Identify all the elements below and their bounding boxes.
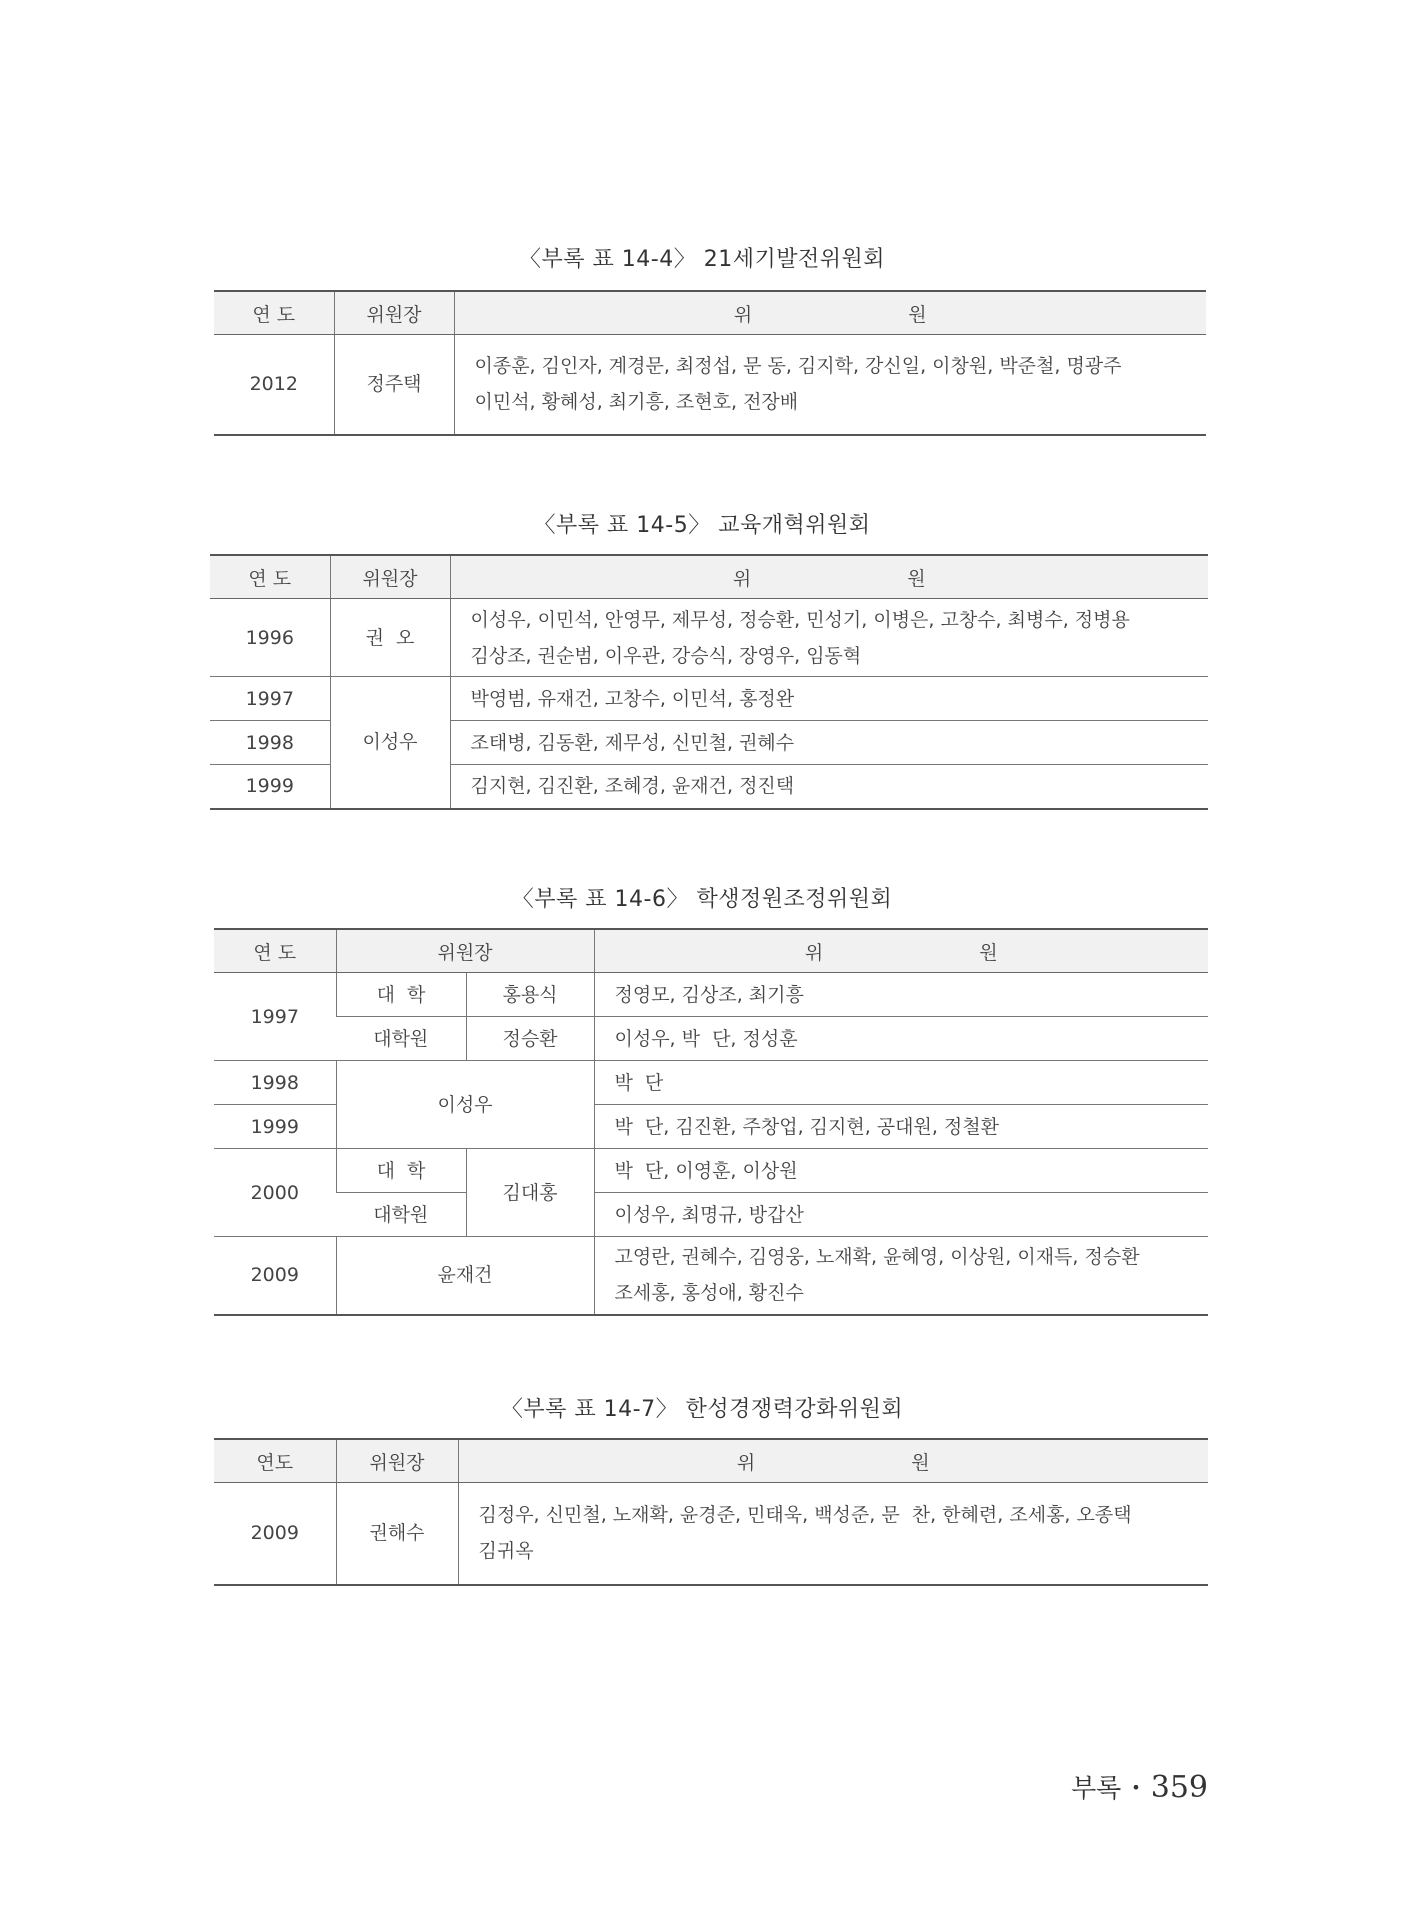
cell-chair: 정주택	[334, 335, 454, 435]
header-year: 연 도	[214, 929, 336, 973]
header-members: 위 원	[594, 929, 1208, 973]
table-caption: 〈부록 표 14-4〉 21세기발전위원회	[519, 247, 885, 272]
page-footer	[1071, 1768, 1208, 1805]
cell-year: 1997	[210, 677, 330, 721]
table-competitiveness-committee	[214, 1438, 1208, 1586]
members-line: 김정우, 신민철, 노재확, 윤경준, 민태욱, 백성준, 문 찬, 한혜련, 조세홍, 오종택	[478, 1504, 1132, 1527]
footer-bullet: •	[1131, 1778, 1141, 1797]
cell-year: 1998	[214, 1061, 336, 1105]
cell-members: 정영모, 김상조, 최기흥	[594, 973, 1208, 1017]
cell-year: 2009	[214, 1483, 336, 1585]
header-chair: 위원장	[330, 555, 450, 599]
cell-chair: 윤재건	[336, 1237, 594, 1315]
header-members: 위 원	[454, 291, 1206, 335]
cell-chair: 정승환	[466, 1017, 594, 1061]
cell-members: 박영범, 유재건, 고창수, 이민석, 홍정완	[450, 677, 1208, 721]
cell-members: 이성우, 박 단, 정성훈	[594, 1017, 1208, 1061]
header-year: 연 도	[210, 555, 330, 599]
cell-chair: 김대홍	[466, 1149, 594, 1237]
cell-chair: 이성우	[330, 677, 450, 809]
cell-members: 이성우, 최명규, 방갑산	[594, 1193, 1208, 1237]
cell-sub: 대 학	[336, 1149, 466, 1193]
cell-members	[594, 1237, 1208, 1315]
cell-members	[454, 335, 1206, 435]
cell-year: 2009	[214, 1237, 336, 1315]
cell-members	[450, 599, 1208, 677]
cell-year: 1998	[210, 721, 330, 765]
table-caption: 〈부록 표 14-6〉 학생정원조정위원회	[511, 887, 893, 912]
cell-members: 조태병, 김동환, 제무성, 신민철, 권혜수	[450, 721, 1208, 765]
table-education-reform-committee	[210, 554, 1208, 810]
cell-year: 1999	[210, 765, 330, 809]
header-year: 연도	[214, 1439, 336, 1483]
header-chair: 위원장	[336, 929, 594, 973]
cell-year: 1996	[210, 599, 330, 677]
header-members: 위 원	[450, 555, 1208, 599]
cell-chair: 홍용식	[466, 973, 594, 1017]
cell-sub: 대 학	[336, 973, 466, 1017]
members-line: 이종훈, 김인자, 계경문, 최정섭, 문 동, 김지학, 강신일, 이창원, 박준철, 명광주	[474, 355, 1122, 378]
cell-year: 1999	[214, 1105, 336, 1149]
cell-year: 1997	[214, 973, 336, 1061]
members-line: 조세홍, 홍성애, 황진수	[614, 1282, 804, 1305]
members-line: 고영란, 권혜수, 김영웅, 노재확, 윤혜영, 이상원, 이재득, 정승환	[614, 1246, 1140, 1269]
cell-members: 김지현, 김진환, 조혜경, 윤재건, 정진택	[450, 765, 1208, 809]
table-caption: 〈부록 표 14-7〉 한성경쟁력강화위원회	[500, 1397, 904, 1422]
cell-members: 박 단, 김진환, 주창업, 김지현, 공대원, 정철환	[594, 1105, 1208, 1149]
header-chair: 위원장	[334, 291, 454, 335]
footer-label: 부록	[1071, 1774, 1122, 1804]
members-line: 이성우, 이민석, 안영무, 제무성, 정승환, 민성기, 이병은, 고창수, 최병수, 정병용	[470, 608, 1130, 631]
table-caption: 〈부록 표 14-5〉 교육개혁위원회	[533, 513, 871, 538]
cell-members	[458, 1483, 1208, 1585]
cell-chair: 권해수	[336, 1483, 458, 1585]
cell-year: 2012	[214, 335, 334, 435]
cell-sub: 대학원	[336, 1017, 466, 1061]
members-line: 김귀옥	[478, 1540, 534, 1563]
members-line: 김상조, 권순범, 이우관, 강승식, 장영우, 임동혁	[470, 644, 862, 667]
cell-members: 박 단, 이영훈, 이상원	[594, 1149, 1208, 1193]
table-21st-century-committee	[214, 290, 1206, 436]
members-line: 이민석, 황혜성, 최기흥, 조현호, 전장배	[474, 391, 799, 414]
table-student-quota-committee	[214, 928, 1208, 1316]
cell-chair: 이성우	[336, 1061, 594, 1149]
header-chair: 위원장	[336, 1439, 458, 1483]
cell-year: 2000	[214, 1149, 336, 1237]
cell-sub: 대학원	[336, 1193, 466, 1237]
header-year: 연 도	[214, 291, 334, 335]
cell-chair: 권 오	[330, 599, 450, 677]
header-members: 위 원	[458, 1439, 1208, 1483]
cell-members: 박 단	[594, 1061, 1208, 1105]
page-number: 359	[1150, 1770, 1208, 1805]
